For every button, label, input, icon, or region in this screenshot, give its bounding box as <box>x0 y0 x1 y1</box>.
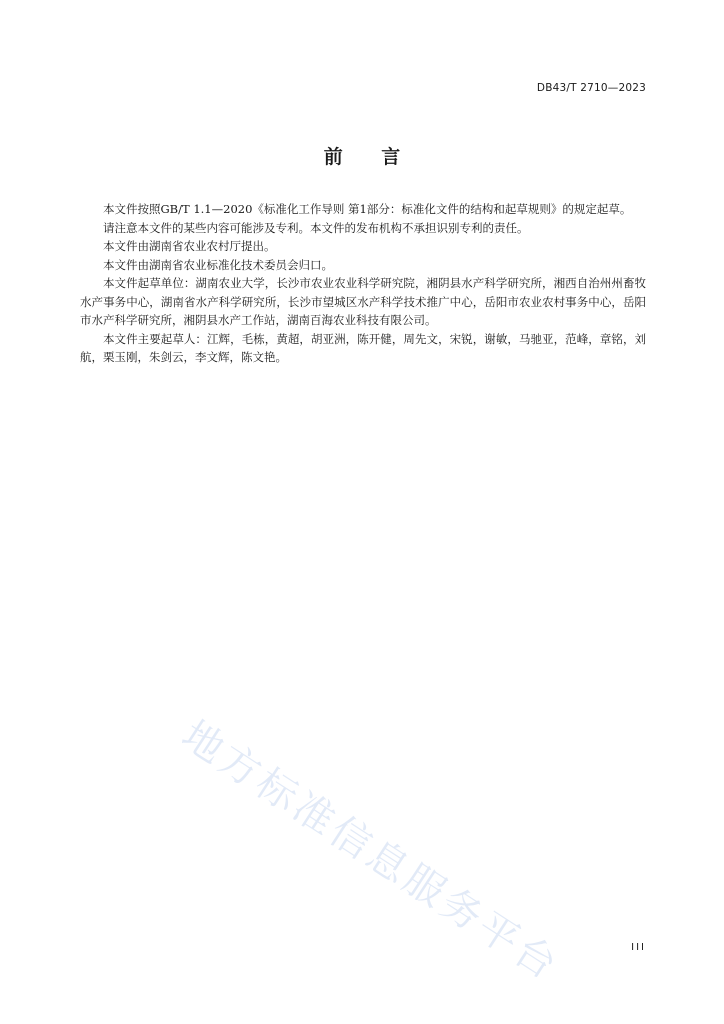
page-title: 前 言 <box>323 146 417 168</box>
paragraph-drafting-rules: 本文件按照GB/T 1.1—2020《标准化工作导则 第1部分：标准化文件的结构和起草规则》的规定起草。 <box>103 202 632 216</box>
paragraph-main-drafters: 本文件主要起草人：江辉，毛栋，黄超，胡亚洲，陈开健，周先文，宋锐，谢敏，马驰亚，范峰，章铭，刘航，栗玉刚，朱剑云，李文辉，陈文艳。 <box>80 331 646 364</box>
page-number: III <box>631 942 646 953</box>
watermark: 地方标准信息服务平台 <box>173 712 568 991</box>
document-code: DB43/T 2710—2023 <box>536 82 646 94</box>
paragraph-patent-notice: 请注意本文件的某些内容可能涉及专利。本文件的发布机构不承担识别专利的责任。 <box>103 220 529 235</box>
paragraph-centralized-unit: 本文件由湖南省农业标准化技术委员会归口。 <box>103 257 333 272</box>
document-body <box>80 200 646 367</box>
paragraph-proposer: 本文件由湖南省农业农村厅提出。 <box>103 239 276 253</box>
paragraph-drafting-units: 本文件起草单位：湖南农业大学，长沙市农业农业科学研究院，湘阴县水产科学研究所，湘西自治州州畜牧水产事务中心，湖南省水产科学研究所，长沙市望城区水产科学技术推广中心，岳阳市农业农村事务中心，岳阳市水产科学研究所，湘阴县水产工作站，湖南百海农业科技有限公司。 <box>80 276 646 327</box>
